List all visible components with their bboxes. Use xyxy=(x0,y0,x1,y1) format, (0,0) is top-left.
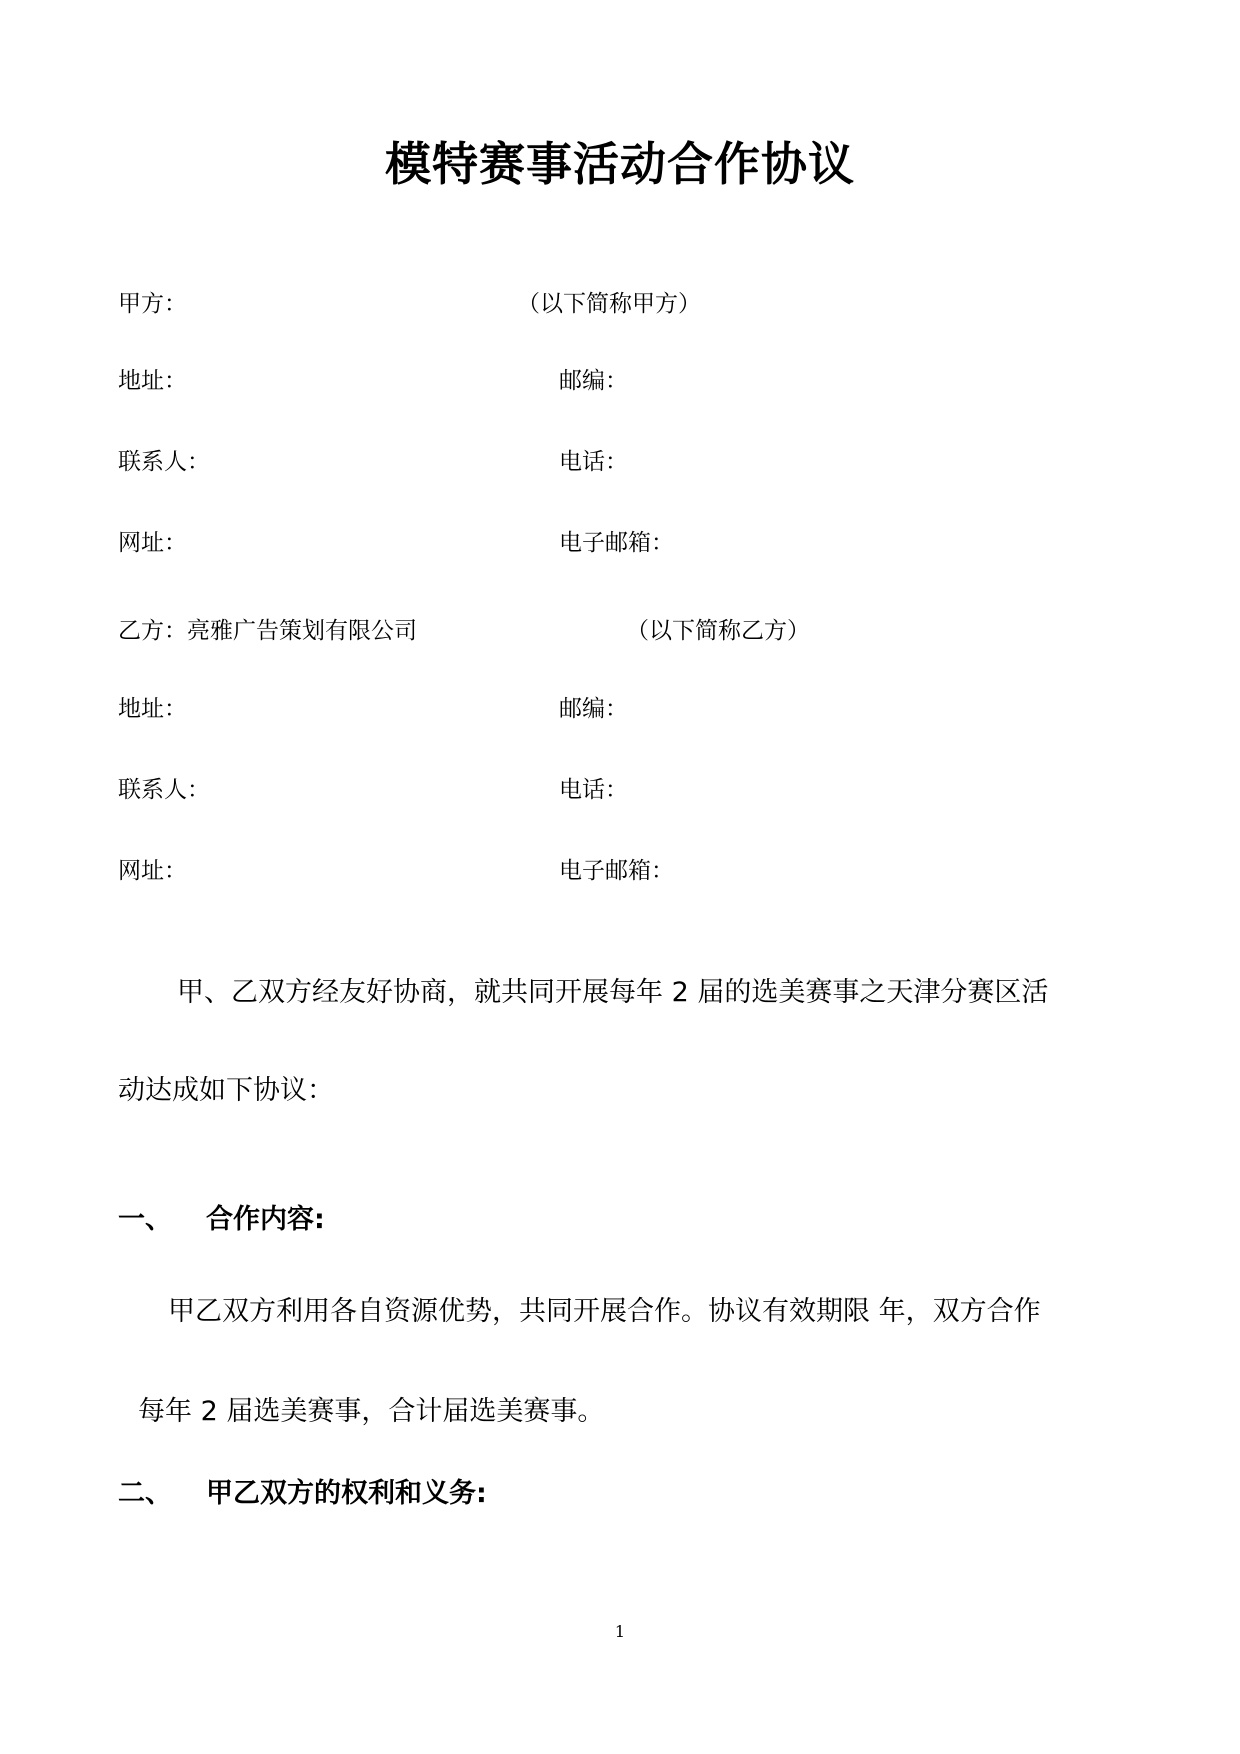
party-b-website: 网址： xyxy=(118,858,187,884)
party-b-alias: （以下简称乙方） xyxy=(626,618,810,644)
party-a-contact: 联系人： xyxy=(118,449,210,475)
section-1-line-2: 每年 2 届选美赛事，合计届选美赛事。 xyxy=(138,1396,605,1427)
party-a-label: 甲方： xyxy=(118,291,187,317)
party-b-contact: 联系人： xyxy=(118,777,210,803)
section-1-heading: 合作内容: xyxy=(206,1204,325,1235)
party-a-postcode: 邮编： xyxy=(559,368,628,394)
intro-line-1: 甲、乙双方经友好协商，就共同开展每年 2 届的选美赛事之天津分赛区活 xyxy=(177,977,1049,1008)
document-title: 模特赛事活动合作协议 xyxy=(385,137,855,191)
party-b-label: 乙方：亮雅广告策划有限公司 xyxy=(118,618,417,644)
section-2-heading: 甲乙双方的权利和义务: xyxy=(206,1478,487,1509)
party-b-email: 电子邮箱： xyxy=(559,858,674,884)
section-1-number: 一、 xyxy=(118,1204,172,1235)
section-2-number: 二、 xyxy=(118,1478,172,1509)
page-number: 1 xyxy=(614,1622,626,1641)
party-b-address: 地址： xyxy=(118,696,187,722)
section-1-line-1: 甲乙双方利用各自资源优势，共同开展合作。协议有效期限 年，双方合作 xyxy=(168,1296,1041,1327)
party-a-email: 电子邮箱： xyxy=(559,530,674,556)
party-b-phone: 电话： xyxy=(559,777,628,803)
party-a-alias: （以下简称甲方） xyxy=(517,291,701,317)
party-a-phone: 电话： xyxy=(559,449,628,475)
party-a-website: 网址： xyxy=(118,530,187,556)
party-b-postcode: 邮编： xyxy=(559,696,628,722)
party-a-address: 地址： xyxy=(118,368,187,394)
intro-line-2: 动达成如下协议： xyxy=(118,1075,334,1106)
